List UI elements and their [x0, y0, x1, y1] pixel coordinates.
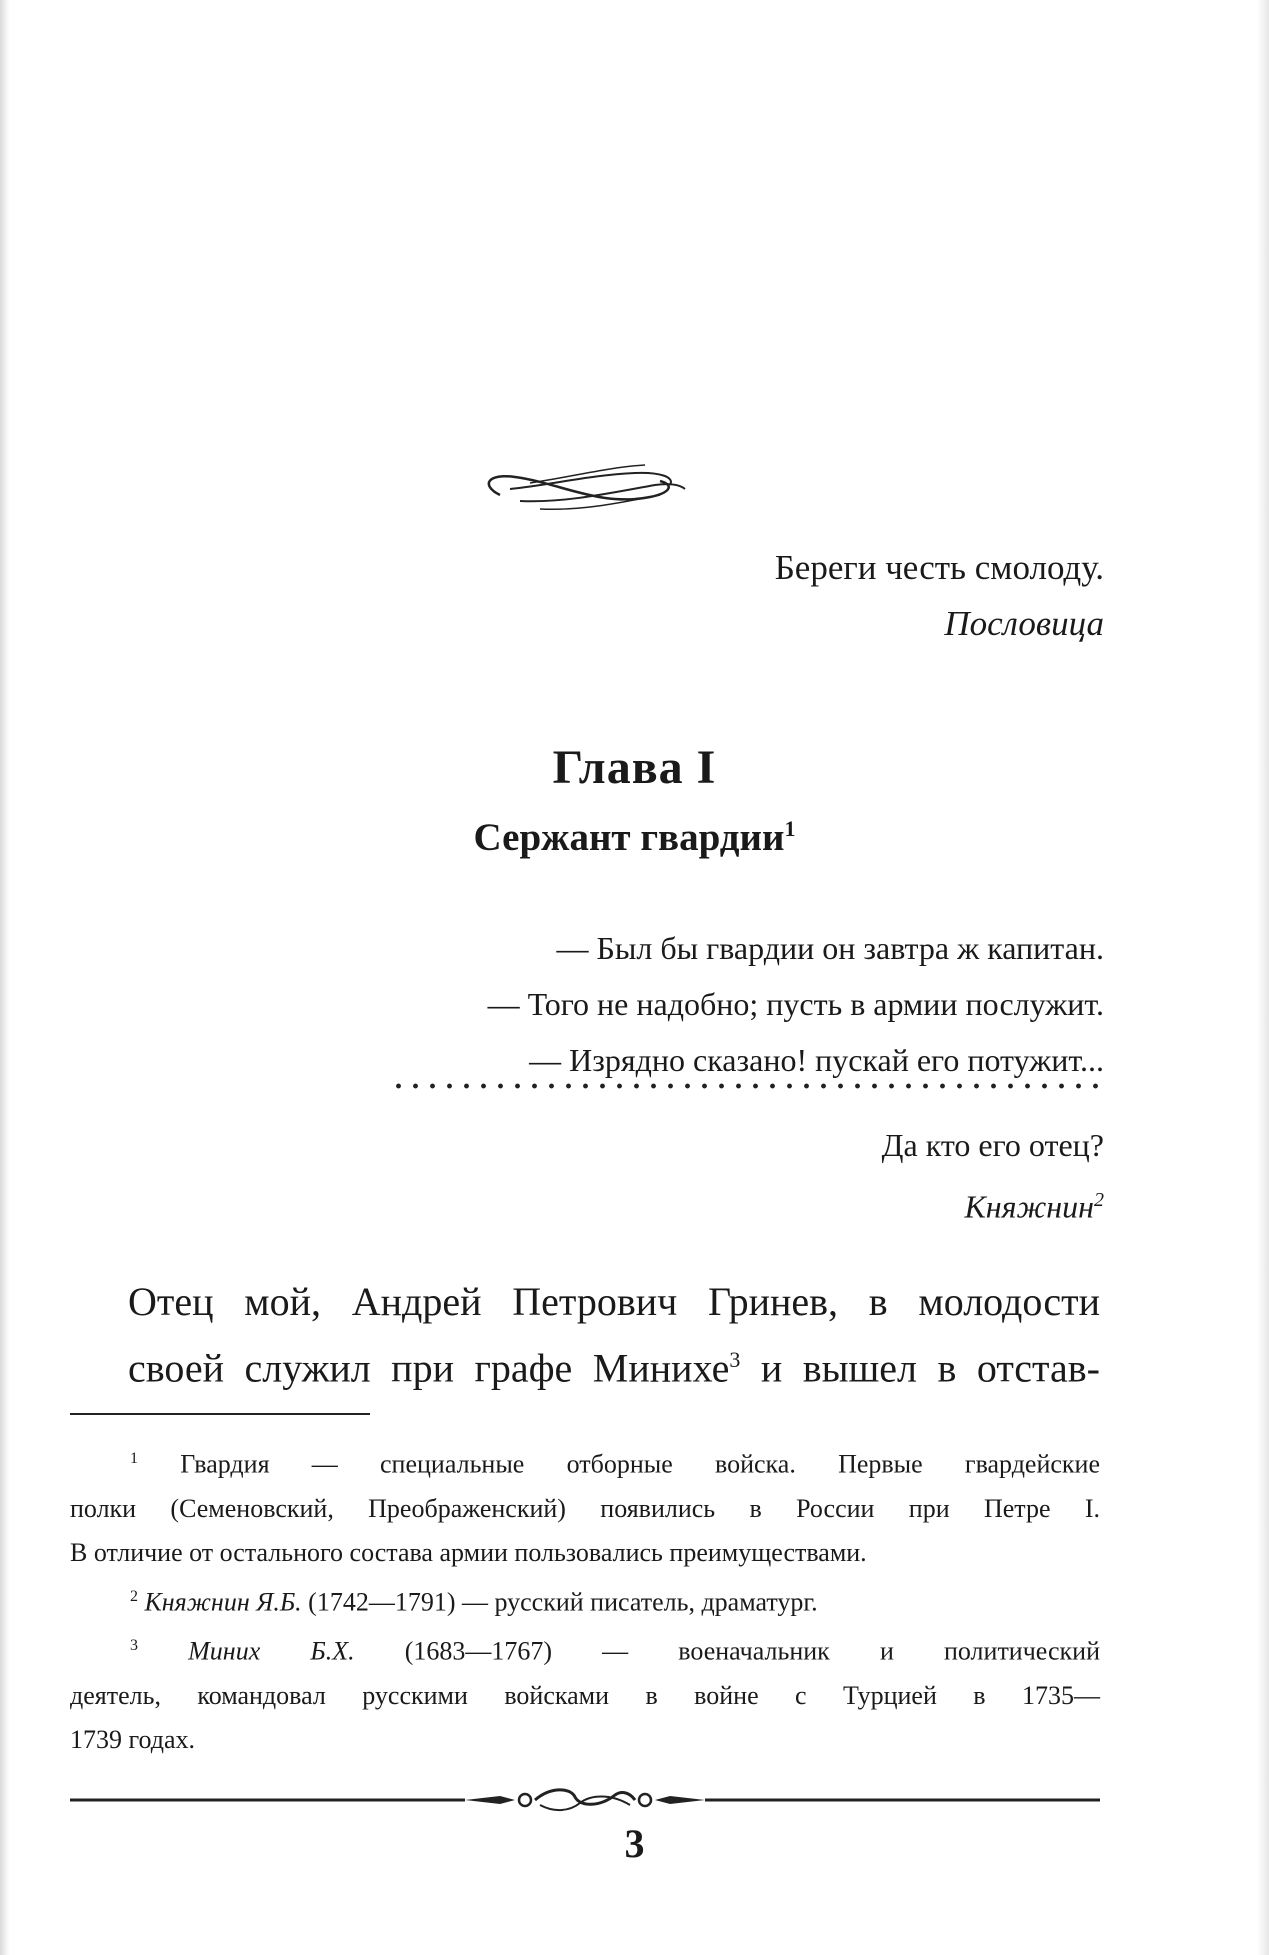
body-line [128, 1331, 1100, 1397]
footnote-separator [70, 1413, 370, 1415]
footnote-line [70, 1624, 1100, 1674]
chapter-subtitle-text: Сержант гвардии [473, 816, 785, 859]
footnote-name: Княжнин Я.Б. [144, 1587, 302, 1617]
epigraph-quote: Да кто его отец? [881, 1127, 1104, 1163]
footnote-2 [70, 1575, 1100, 1625]
footnote-ref: 1 [784, 816, 796, 841]
footnote-line [70, 1437, 1100, 1487]
epigraph-bottom [882, 1118, 1104, 1235]
footnote-ref: 2 [1094, 1189, 1104, 1211]
footnote-ref: 3 [729, 1347, 741, 1372]
flourish-ornament-icon [470, 455, 700, 525]
footnote-number: 2 [130, 1587, 138, 1605]
footnote-line: полки (Семеновский, Преображенский) появились в России при Петре I. [70, 1493, 1100, 1523]
body-line: Отец мой, Андрей Петрович Гринев, в молодости [128, 1279, 1100, 1324]
footnote-line: 1739 годах. [70, 1724, 196, 1754]
body-paragraph [128, 1273, 1100, 1397]
footnote-text: (1742—1791) — русский писатель, драматург. [301, 1587, 818, 1617]
verse-epigraph [488, 920, 1104, 1088]
dotted-divider [390, 1082, 1104, 1090]
verse-line: — Был бы гвардии он завтра ж капитан. [556, 930, 1104, 966]
footnote-name: Миних Б.Х. [188, 1636, 355, 1666]
verse-line: — Изрядно сказано! пускай его потужит... [529, 1042, 1104, 1078]
footnote-3 [70, 1624, 1100, 1762]
epigraph-author [882, 1173, 1104, 1235]
footnote-text: (1683—1767) — военачальник и политический [354, 1636, 1100, 1666]
footnote-text: Гвардия — специальные отборные войска. Первые гвардейские [180, 1449, 1101, 1479]
page-left-edge [0, 0, 10, 1955]
body-text-segment: и вышел в отстав- [740, 1345, 1100, 1391]
footnotes [70, 1437, 1100, 1762]
body-text-segment: своей служил при графе Минихе [128, 1345, 730, 1391]
epigraph-author-name: Княжнин [964, 1188, 1094, 1225]
footnote-number: 3 [130, 1637, 138, 1655]
page-right-edge [1257, 0, 1269, 1955]
footnote-1 [70, 1437, 1100, 1575]
epigraph-quote: Береги честь смолоду. [774, 548, 1104, 587]
bottom-rule-ornament-icon [70, 1785, 1100, 1815]
footnote-line: В отличие от остального состава армии пользовались преимуществами. [70, 1537, 867, 1567]
footnote-line [70, 1575, 1100, 1625]
epigraph-top [775, 540, 1104, 652]
chapter-subtitle [0, 815, 1269, 860]
footnote-number: 1 [130, 1450, 138, 1467]
page-number: 3 [624, 1821, 645, 1866]
chapter-title: Глава I [552, 741, 717, 794]
verse-line: — Того не надобно; пусть в армии послужит. [487, 986, 1104, 1022]
epigraph-source: Пословица [944, 604, 1104, 643]
footnote-line: деятель, командовал русскими войсками в войне с Турцией в 1735— [70, 1680, 1100, 1710]
